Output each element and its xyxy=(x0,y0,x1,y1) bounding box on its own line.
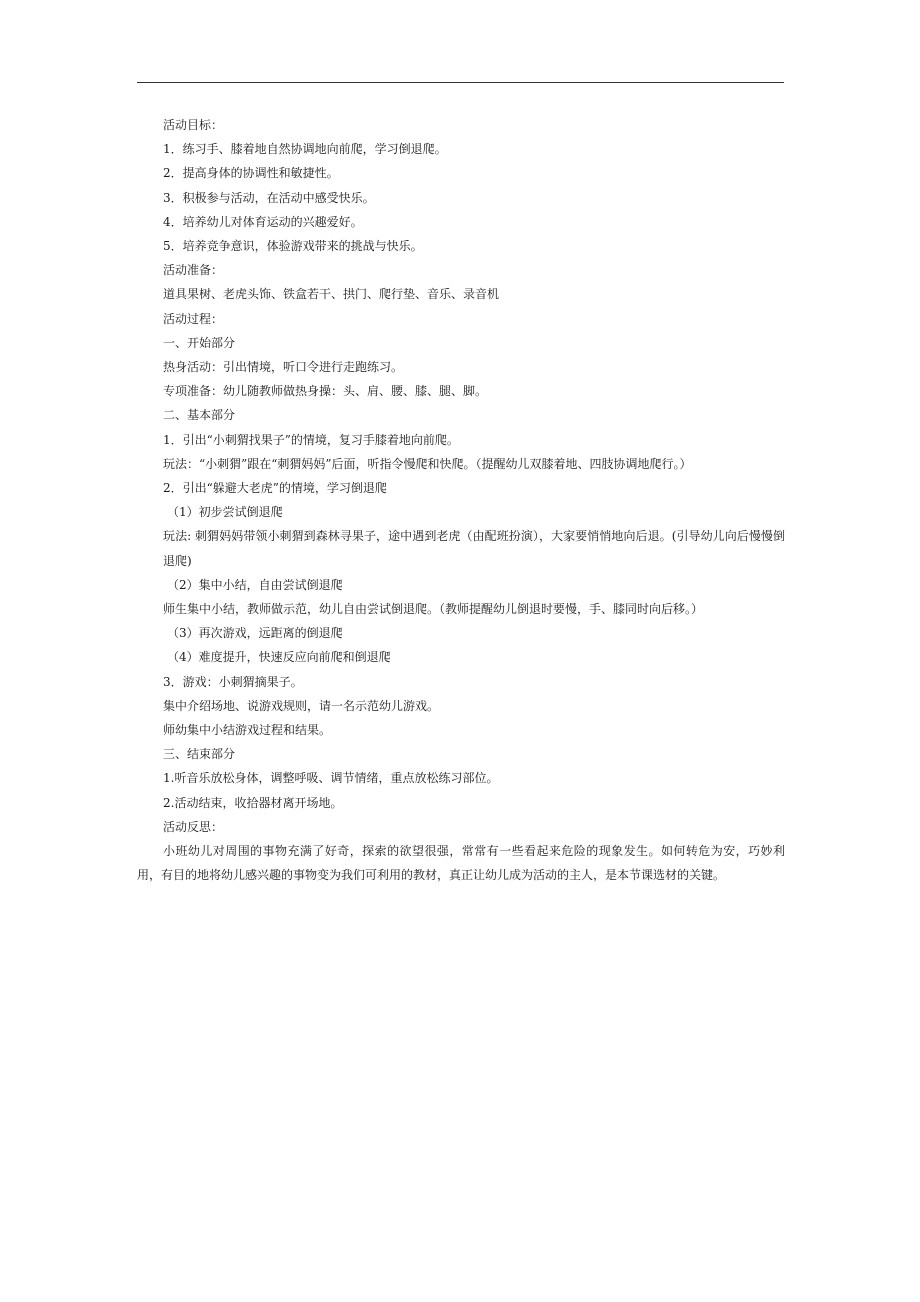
section-heading-goals: 活动目标： xyxy=(163,118,224,132)
basic-step-3: 3．游戏：小刺猬摘果子。 xyxy=(163,674,303,689)
sub-step-2: （2）集中小结，自由尝试倒退爬 xyxy=(167,577,343,592)
goal-item-4: 4．培养幼儿对体育运动的兴趣爱好。 xyxy=(163,214,363,229)
part-heading-end: 三、结束部分 xyxy=(163,747,236,762)
sub-step-1-play: 玩法: 刺猬妈妈带领小刺猬到森林寻果子，途中遇到老虎（由配班扮演），大家要悄悄地向后退。(引导幼儿向后慢慢倒退爬) xyxy=(163,529,785,568)
header-rule xyxy=(137,82,784,83)
sub-step-2-detail: 师生集中小结，教师做示范，幼儿自由尝试倒退爬。（教师提醒幼儿倒退时要慢，手、膝同时向后移。） xyxy=(163,602,704,617)
game-rules: 集中介绍场地、说游戏规则，请一名示范幼儿游戏。 xyxy=(163,698,440,713)
goal-item-2: 2．提高身体的协调性和敏捷性。 xyxy=(163,166,339,181)
end-step-1: 1.听音乐放松身体，调整呼吸、调节情绪，重点放松练习部位。 xyxy=(163,771,499,786)
warmup-activity: 热身活动：引出情境，听口令进行走跑练习。 xyxy=(163,360,404,375)
goal-item-5: 5．培养竞争意识，体验游戏带来的挑战与快乐。 xyxy=(163,239,423,254)
sub-step-3: （3）再次游戏，远距离的倒退爬 xyxy=(167,626,343,641)
part-heading-start: 一、开始部分 xyxy=(163,335,236,350)
preparation-materials: 道具果树、老虎头饰、铁盒若干、拱门、爬行垫、音乐、录音机 xyxy=(163,287,500,302)
basic-step-1: 1．引出“小刺猬找果子”的情境，复习手膝着地向前爬。 xyxy=(163,432,459,447)
sub-step-4: （4）难度提升，快速反应向前爬和倒退爬 xyxy=(167,650,391,665)
end-step-2: 2.活动结束，收拾器材离开场地。 xyxy=(163,795,343,810)
reflection-paragraph: 小班幼儿对周围的事物充满了好奇，探索的欲望很强，常常有一些看起来危险的现象发生。如何转危为安，巧妙利用，有目的地将幼儿感兴趣的事物变为我们可利用的教材，真正让幼儿成为活动的主人，是本节课选材的关键。 xyxy=(137,844,785,883)
goal-item-3: 3．积极参与活动，在活动中感受快乐。 xyxy=(163,190,375,205)
sub-step-1: （1）初步尝试倒退爬 xyxy=(167,505,283,520)
document-body xyxy=(137,113,785,888)
section-heading-process: 活动过程： xyxy=(163,311,224,326)
goal-item-1: 1．练习手、膝着地自然协调地向前爬，学习倒退爬。 xyxy=(163,142,447,157)
basic-step-1-play: 玩法：“小刺猬”跟在“刺猬妈妈”后面，听指令慢爬和快爬。（提醒幼儿双膝着地、四肢协调地爬行。） xyxy=(163,456,692,471)
basic-step-2: 2．引出“躲避大老虎”的情境，学习倒退爬 xyxy=(163,481,387,496)
section-heading-preparation: 活动准备： xyxy=(163,263,224,278)
part-heading-basic: 二、基本部分 xyxy=(163,408,236,423)
section-heading-reflection: 活动反思： xyxy=(163,819,224,834)
game-summary: 师幼集中小结游戏过程和结果。 xyxy=(163,723,332,738)
special-preparation: 专项准备：幼儿随教师做热身操：头、肩、腰、膝、腿、脚。 xyxy=(163,384,488,399)
